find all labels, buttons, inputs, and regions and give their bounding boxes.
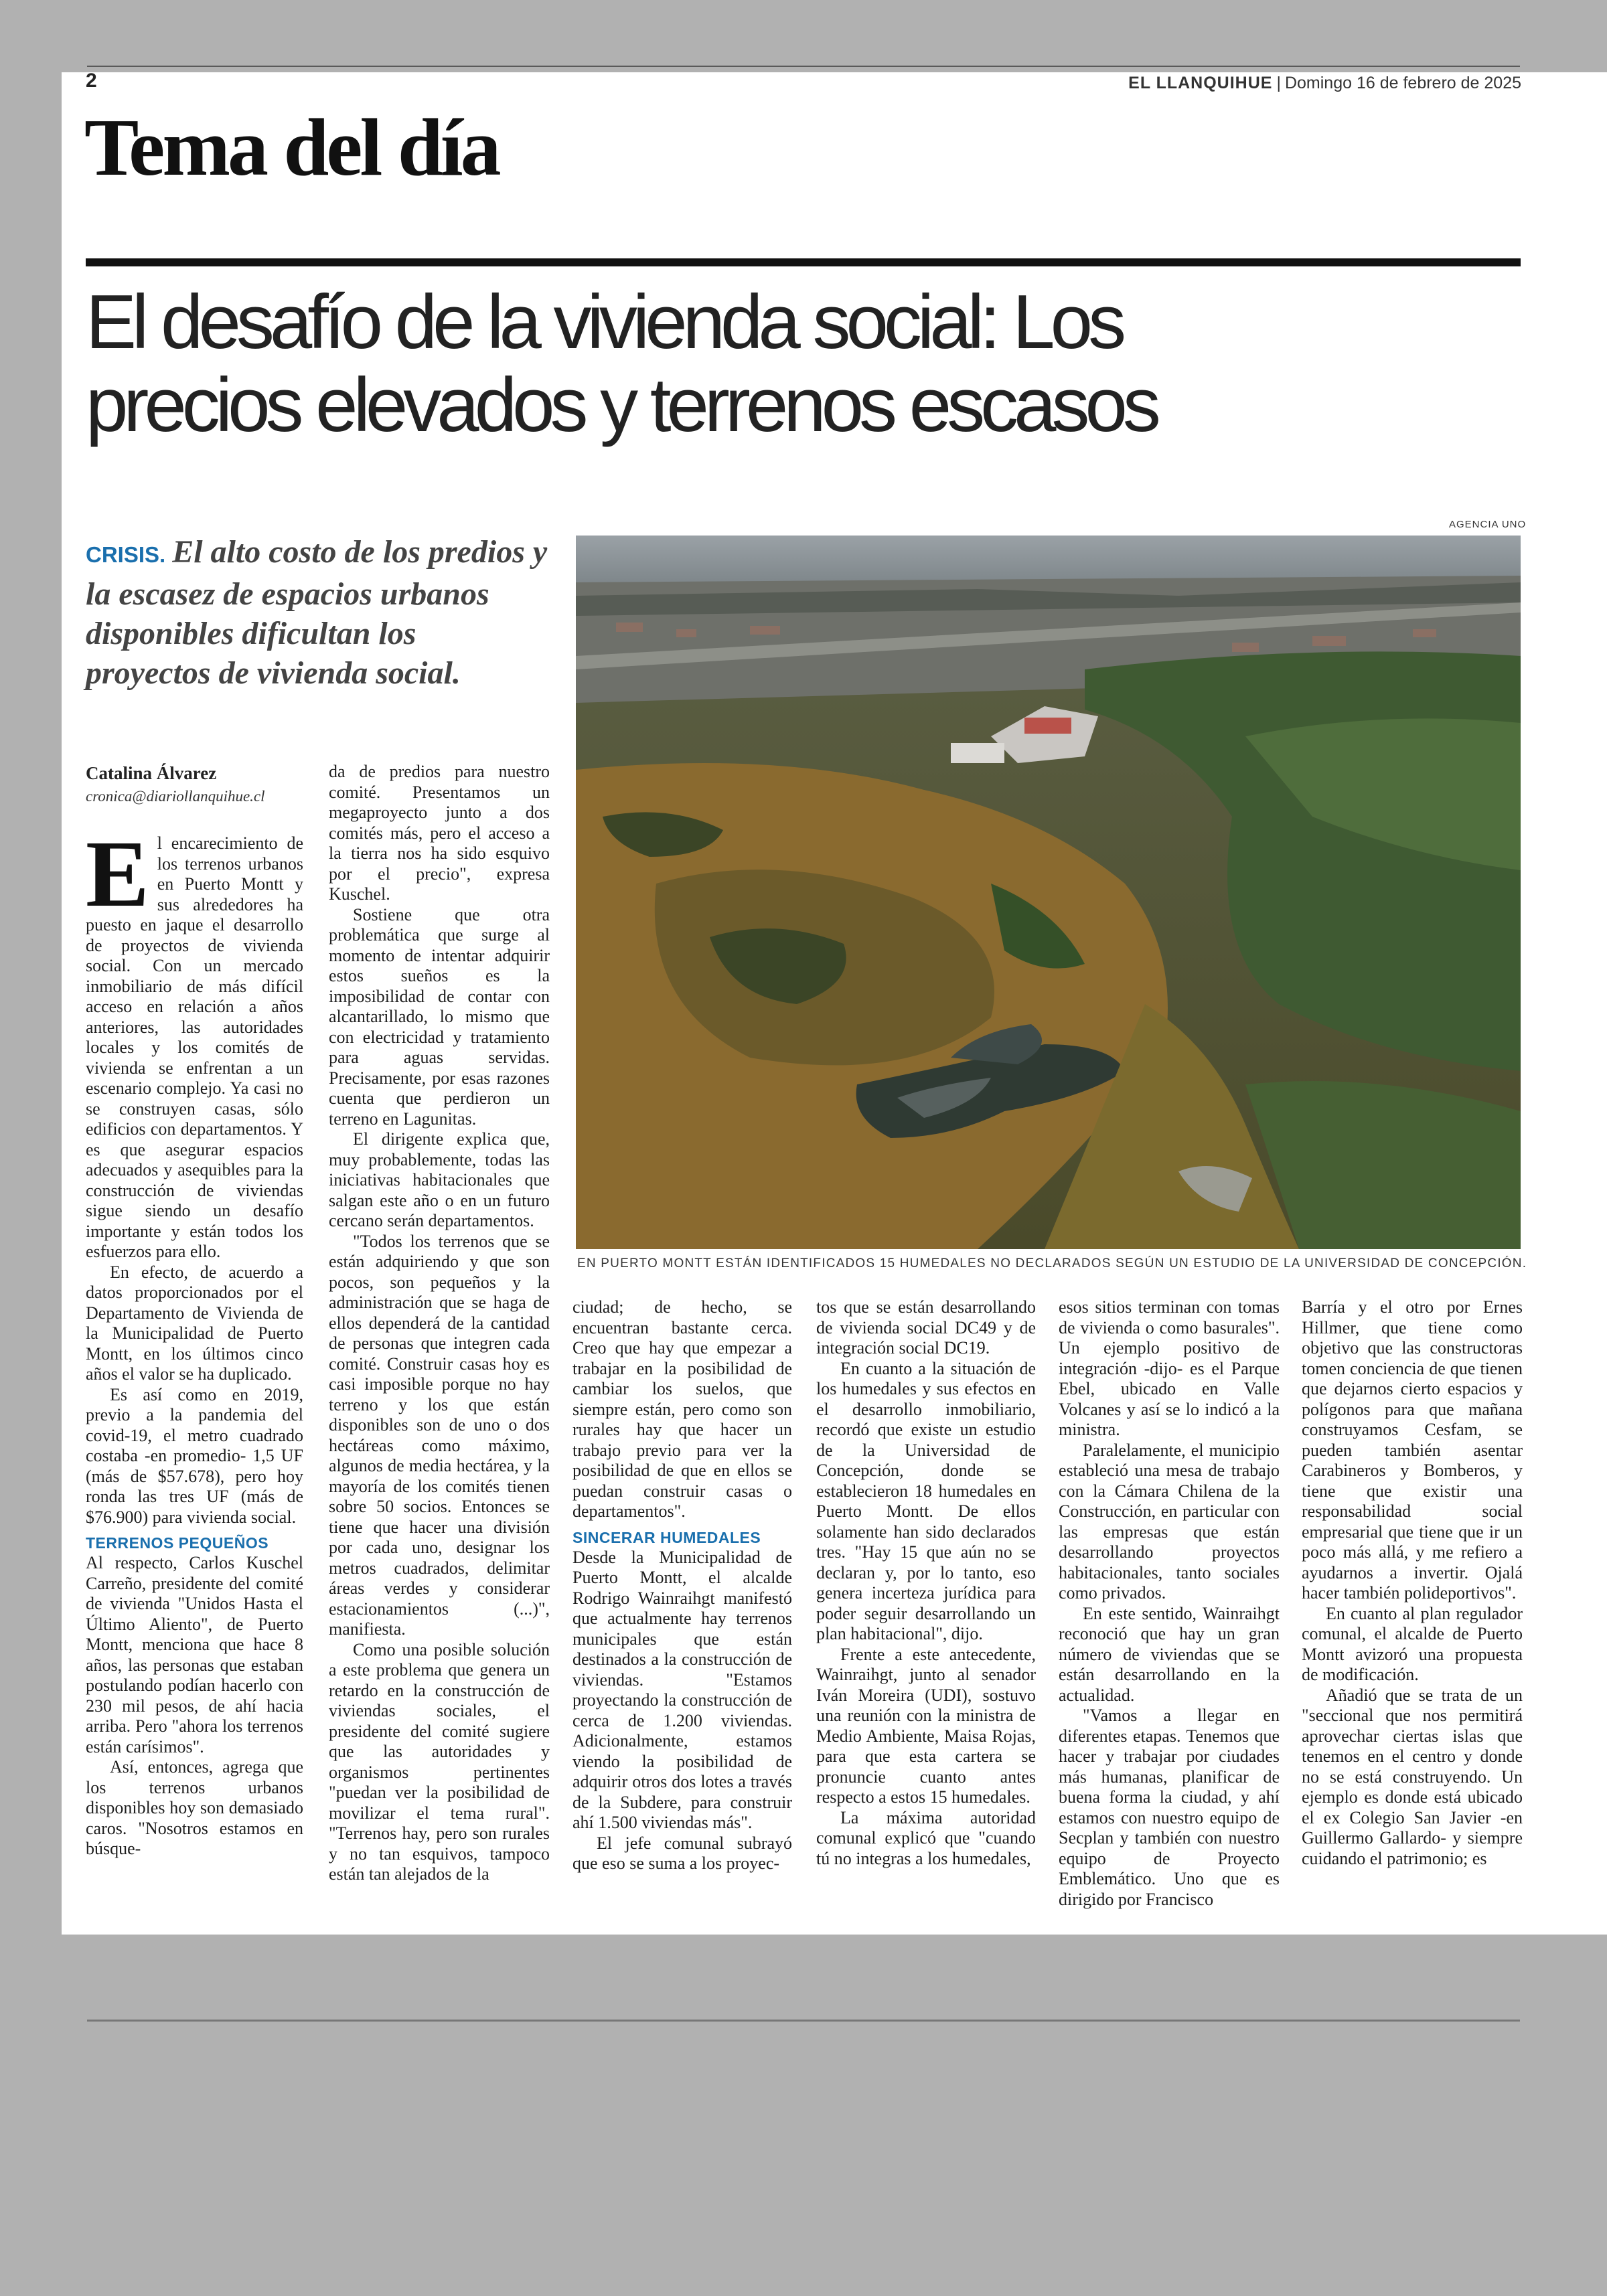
article-column-2 — [329, 762, 550, 1885]
deck-kicker: CRISIS. — [86, 542, 166, 567]
paragraph: Es así como en 2019, previo a la pandemia del covid-19, el metro cuadrado costaba -en promedio- 1,5 UF (más de $57.678), pero hoy ronda las tres UF (más de $76.900) para vivienda social. — [86, 1384, 303, 1527]
paragraph: En efecto, de acuerdo a datos proporcionados por el Departamento de Vivienda de la Municipalidad de Puerto Montt, en los últimos cinco años el valor se ha duplicado. — [86, 1262, 303, 1384]
section-title: Tema del día — [84, 102, 499, 193]
deck-text: El alto costo de los predios y la escasez de espacios urbanos disponibles dificultan los proyectos de vivienda social. — [86, 534, 548, 691]
subhead-terrenos-pequenos: TERRENOS PEQUEÑOS — [86, 1534, 269, 1552]
headline-line-2: precios elevados y terrenos escasos — [86, 363, 1156, 448]
paragraph: "Vamos a llegar en diferentes etapas. Tenemos que hacer y trabajar por ciudades más humanas, planificar de buena forma la ciudad, y ahí estamos con nuestro equipo de Secplan y también con nuestro equipo de Proyecto Emblemático. Uno que es dirigido por Francisco — [1059, 1706, 1280, 1909]
bottom-divider — [87, 2020, 1520, 2022]
paragraph: tos que se están desarrollando de vivienda social DC49 y de integración social DC19. — [816, 1297, 1036, 1358]
photo-credit: AGENCIA UNO — [1449, 519, 1527, 530]
paragraph: Como una posible solución a este problema que genera un retardo en la construcción de viviendas sociales, el presidente del comité sugiere que las autoridades y organismos pertinentes "puedan ver la posibilidad de movilizar el tema rural". "Terrenos hay, pero son rurales y no tan esquivos, tampoco están tan alejados de la — [329, 1639, 550, 1884]
drop-cap: E — [86, 821, 149, 926]
paragraph: da de predios para nuestro comité. Presentamos un megaproyecto junto a dos comités más, pero el acceso a la tierra nos ha sido esquivo por el precio", expresa Kuschel. — [329, 762, 550, 904]
paragraph: En este sentido, Wainraihgt reconoció que hay un gran número de viviendas que se están desarrollando en la actualidad. — [1059, 1603, 1280, 1705]
paragraph: ciudad; de hecho, se encuentran bastante cerca. Creo que hay que empezar a trabajar en la posibilidad de cambiar los suelos, que siempre están, pero como son rurales hay que hacer un trabajo previo para ver la posibilidad de que en ellos se puedan construir casas o departamentos". — [572, 1297, 792, 1521]
byline-author: Catalina Álvarez — [86, 763, 217, 783]
masthead-separator: | — [1276, 74, 1281, 92]
deck — [86, 532, 548, 693]
headline-line-1: El desafío de la vivienda social: Los — [86, 280, 1122, 365]
publication-date: Domingo 16 de febrero de 2025 — [1284, 74, 1521, 92]
paragraph: Añadió que se trata de un "seccional que nos permitirá aprovechar ciertas islas que tenemos en el centro y donde no se está construyendo. Un ejemplo es donde está ubicado el ex Colegio San Javier -en Guillermo Gallardo- y siempre cuidando el patrimonio; es — [1302, 1685, 1523, 1868]
paragraph: Barría y el otro por Ernes Hillmer, que tiene como objetivo que las constructoras tomen conciencia de que tienen que dejarnos cierto espacios y polígonos para que mañana construyamos Cesfam, se pueden también asentar Carabineros y Bomberos, y tiene que existir una responsabilidad social empresarial que tiene que ir un poco más allá, y me refiero a ayudarnos a invertir. Ojalá hacer también polideportivos". — [1302, 1297, 1523, 1603]
article-column-6 — [1302, 1297, 1523, 1869]
article-column-1 — [86, 821, 303, 1860]
paragraph: Desde la Municipalidad de Puerto Montt, el alcalde Rodrigo Wainraihgt manifestó que actualmente hay terrenos municipales que están destinados a la construcción de viviendas. "Estamos proyectando la construcción de cerca de 1.200 viviendas. Adicionalmente, estamos viendo la posibilidad de adquirir otros dos lotes a través de la Subdere, para construir ahí 1.500 viviendas más". — [572, 1547, 792, 1832]
byline-email: cronica@diariollanquihue.cl — [86, 788, 265, 805]
publication-name: EL LLANQUIHUE — [1128, 74, 1273, 92]
paragraph: En cuanto a la situación de los humedales y sus efectos en el desarrollo inmobiliario, recordó que existe un estudio de la Universidad de Concepción, donde se establecieron 18 humedales en Puerto Montt. De ellos solamente han sido declarados tres. "Hay 15 que aún no se declaran y, por lo tanto, eso genera incerteza jurídica para poder seguir desarrollando un plan habitacional", dijo. — [816, 1358, 1036, 1643]
subhead-sincerar-humedales: SINCERAR HUMEDALES — [572, 1528, 761, 1546]
paragraph: l encarecimiento de los terrenos urbanos en Puerto Montt y sus alrededores ha puesto en jaque el desarrollo de proyectos de vivienda social. Con un mercado inmobiliario de más difícil acceso en relación a años anteriores, las autoridades locales y los comités de vivienda se enfrentan a un escenario complejo. Ya casi no se construyen casas, sólo edificios con departamentos. Y es que asegurar espacios adecuados y asequibles para la construcción de viviendas sigue siendo un desafío importante y están todos los esfuerzos para ello. — [86, 833, 303, 1261]
paragraph: Al respecto, Carlos Kuschel Carreño, presidente del comité de vivienda "Unidos Hasta el Último Aliento", de Puerto Montt, menciona que hace 8 años, las personas que estaban postulando podían hacerlo con 230 mil pesos, de ahí hacia arriba. Pero "ahora los terrenos están carísimos". — [86, 1553, 303, 1756]
masthead — [1128, 74, 1521, 93]
aerial-wetland-photo — [576, 536, 1521, 1249]
paragraph: esos sitios terminan con tomas de vivienda o como basurales". Un ejemplo positivo de integración -dijo- es el Parque Ebel, ubicado en Valle Volcanes y así se lo indicó a la ministra. — [1059, 1297, 1280, 1439]
paragraph: En cuanto al plan regulador comunal, el alcalde de Puerto Montt avizoró una propuesta de modificación. — [1302, 1603, 1523, 1684]
article-column-4 — [816, 1297, 1036, 1869]
paragraph: Frente a este antecedente, Wainraihgt, junto al senador Iván Moreira (UDI), sostuvo una reunión con la ministra de Medio Ambiente, Maisa Rojas, para que esta cartera se pronuncie cuanto antes respecto a estos 15 humedales. — [816, 1644, 1036, 1807]
article-column-3 — [572, 1297, 792, 1874]
paragraph: Sostiene que otra problemática que surge al momento de intentar adquirir estos sueños es la imposibilidad de contar con alcantarillado, lo mismo que con electricidad y tratamiento para aguas servidas. Precisamente, por esas razones cuenta que perdieron un terreno en Lagunitas. — [329, 904, 550, 1129]
page-number: 2 — [86, 70, 97, 92]
paragraph: Paralelamente, el municipio estableció una mesa de trabajo con la Cámara Chilena de la Construcción, en particular con las empresas que están desarrollando proyectos habitacionales, tanto sociales como privados. — [1059, 1440, 1280, 1603]
paragraph: "Todos los terrenos que se están adquiriendo y que son pocos, son pequeños y la administración que se haga de ellos dependerá de la cantidad de personas que integren cada comité. Construir casas hoy es casi imposible porque no hay terreno y los que están disponibles son de uno o dos hectáreas como máximo, algunos de media hectárea, y la mayoría de los comités tienen sobre 50 socios. Entonces se tiene que hacer una división por cada uno, designar los metros cuadrados, delimitar áreas verdes y considerar estacionamientos (...)", manifiesta. — [329, 1231, 550, 1639]
paragraph: El dirigente explica que, muy probablemente, todas las iniciativas habitacionales que salgan este año o en un futuro cercano serán departamentos. — [329, 1129, 550, 1230]
headline — [86, 281, 1545, 447]
top-divider — [87, 66, 1520, 67]
section-rule — [86, 258, 1521, 266]
photo-caption: EN PUERTO MONTT ESTÁN IDENTIFICADOS 15 HUMEDALES NO DECLARADOS SEGÚN UN ESTUDIO DE LA UNIVERSIDAD DE CONCEPCIÓN. — [577, 1256, 1527, 1270]
article-column-5 — [1059, 1297, 1280, 1910]
paragraph: Así, entonces, agrega que los terrenos urbanos disponibles hoy son demasiado caros. "Nosotros estamos en búsque- — [86, 1757, 303, 1858]
paragraph: La máxima autoridad comunal explicó que "cuando tú no integras a los humedales, — [816, 1807, 1036, 1868]
paragraph: El jefe comunal subrayó que eso se suma a los proyec- — [572, 1833, 792, 1873]
